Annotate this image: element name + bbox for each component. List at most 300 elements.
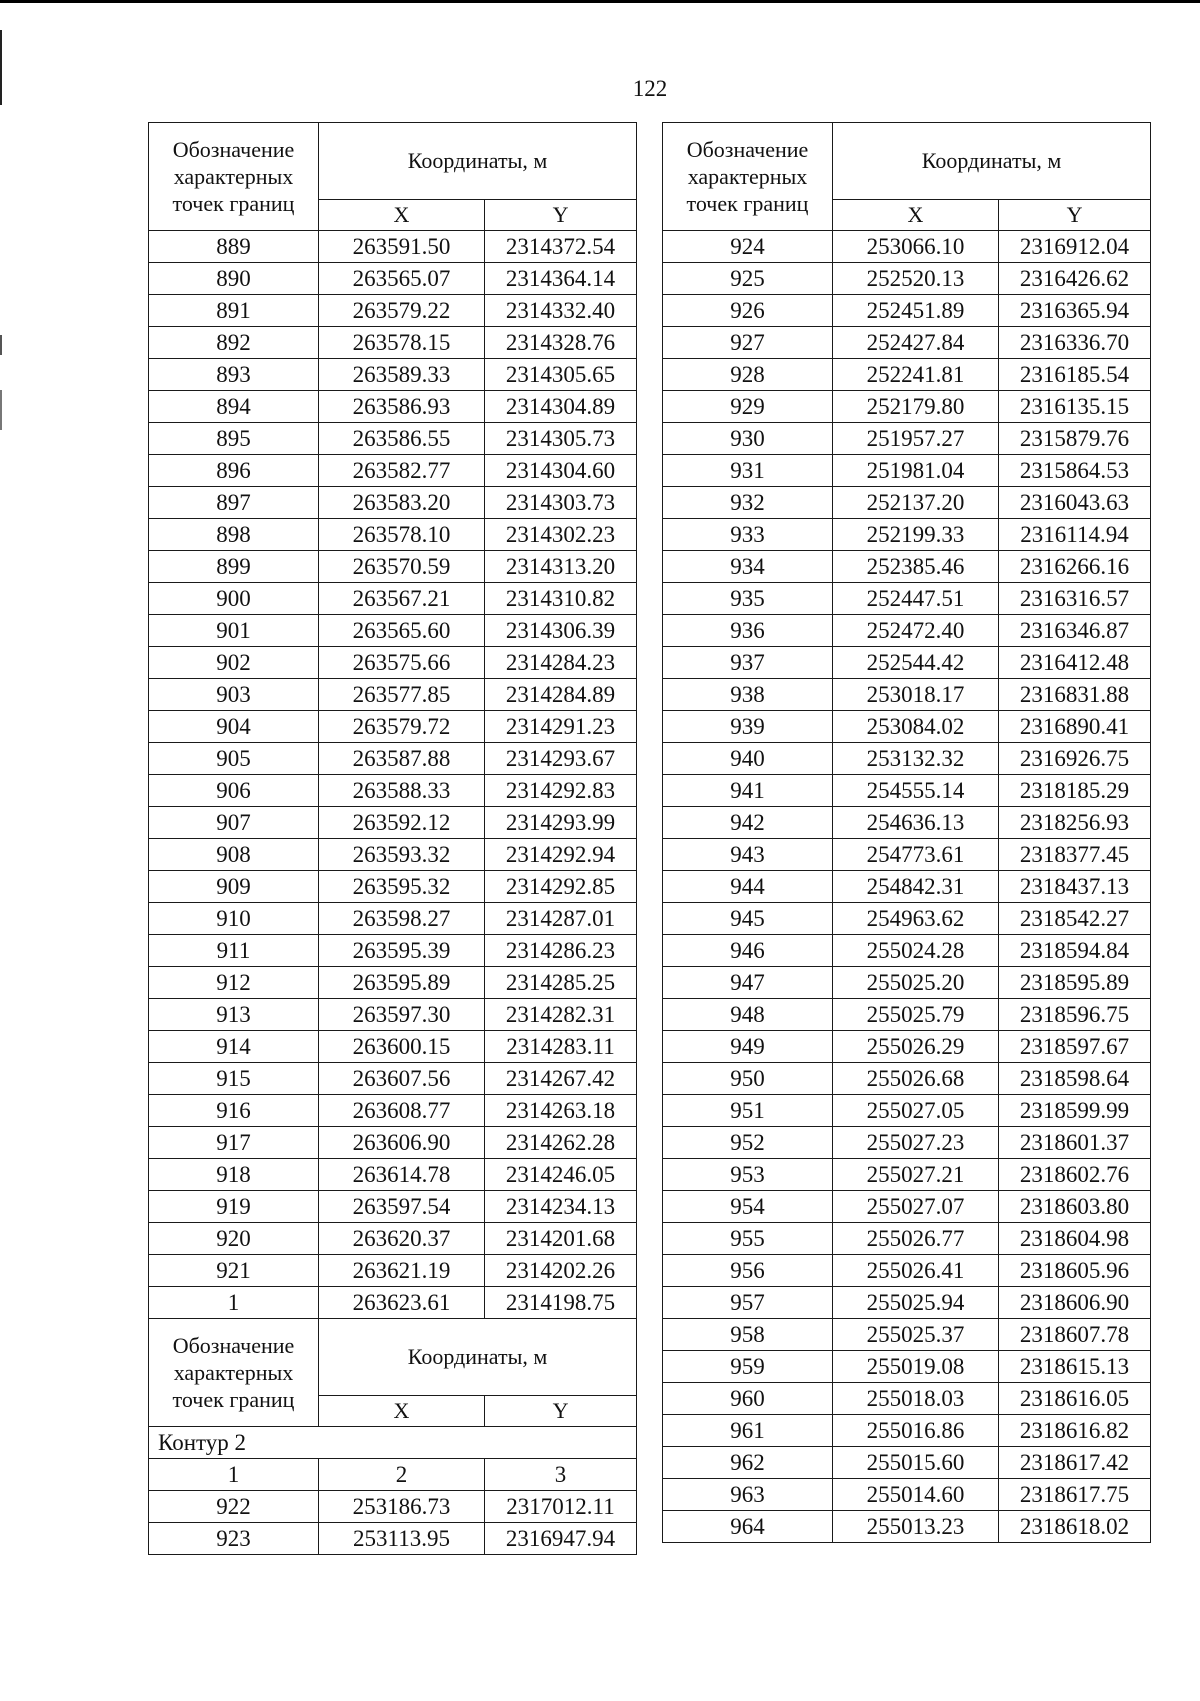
x-coordinate-cell: 254555.14 xyxy=(833,775,999,807)
y-coordinate-cell: 2314198.75 xyxy=(485,1287,637,1319)
point-number-cell: 938 xyxy=(663,679,833,711)
point-number-cell: 922 xyxy=(149,1491,319,1523)
y-coordinate-cell: 2318542.27 xyxy=(999,903,1151,935)
x-coordinate-cell: 255025.79 xyxy=(833,999,999,1031)
point-number-cell: 907 xyxy=(149,807,319,839)
x-coordinate-cell: 255027.23 xyxy=(833,1127,999,1159)
x-coordinate-cell: 263570.59 xyxy=(319,551,485,583)
point-number-cell: 1 xyxy=(149,1287,319,1319)
y-coordinate-cell: 2314305.73 xyxy=(485,423,637,455)
y-coordinate-cell: 2314332.40 xyxy=(485,295,637,327)
point-number-cell: 898 xyxy=(149,519,319,551)
table-row xyxy=(149,903,637,935)
table-row xyxy=(149,1191,637,1223)
point-number-cell: 934 xyxy=(663,551,833,583)
y-coordinate-cell: 2318603.80 xyxy=(999,1191,1151,1223)
table-row xyxy=(149,487,637,519)
point-number-cell: 905 xyxy=(149,743,319,775)
y-coordinate-cell: 2314291.23 xyxy=(485,711,637,743)
table-row xyxy=(149,1095,637,1127)
point-number-cell: 899 xyxy=(149,551,319,583)
point-number-cell: 906 xyxy=(149,775,319,807)
point-number-cell: 897 xyxy=(149,487,319,519)
table-row xyxy=(149,327,637,359)
point-number-cell: 932 xyxy=(663,487,833,519)
table-row xyxy=(149,1223,637,1255)
x-coordinate-cell: 252137.20 xyxy=(833,487,999,519)
point-number-cell: 916 xyxy=(149,1095,319,1127)
point-number-cell: 915 xyxy=(149,1063,319,1095)
table-row xyxy=(149,455,637,487)
y-coordinate-cell: 2318607.78 xyxy=(999,1319,1151,1351)
x-coordinate-cell: 255025.94 xyxy=(833,1287,999,1319)
table-row xyxy=(149,1063,637,1095)
table-row xyxy=(663,391,1151,423)
x-coordinate-cell: 263565.60 xyxy=(319,615,485,647)
table-row xyxy=(663,1415,1151,1447)
point-number-cell: 946 xyxy=(663,935,833,967)
y-coordinate-cell: 2316266.16 xyxy=(999,551,1151,583)
y-coordinate-cell: 2314303.73 xyxy=(485,487,637,519)
table-row xyxy=(149,775,637,807)
x-coordinate-cell: 255025.20 xyxy=(833,967,999,999)
y-coordinate-cell: 2314364.14 xyxy=(485,263,637,295)
y-coordinate-cell: 2314304.89 xyxy=(485,391,637,423)
point-number-cell: 896 xyxy=(149,455,319,487)
x-coordinate-cell: 252179.80 xyxy=(833,391,999,423)
point-number-cell: 891 xyxy=(149,295,319,327)
table-row xyxy=(663,1159,1151,1191)
table-row xyxy=(149,423,637,455)
point-number-cell: 961 xyxy=(663,1415,833,1447)
table-row xyxy=(663,1127,1151,1159)
y-coordinate-cell: 2316316.57 xyxy=(999,583,1151,615)
point-number-cell: 912 xyxy=(149,967,319,999)
point-number-cell: 937 xyxy=(663,647,833,679)
x-coordinate-cell: 263582.77 xyxy=(319,455,485,487)
point-number-cell: 900 xyxy=(149,583,319,615)
table-row xyxy=(149,679,637,711)
table-row xyxy=(663,615,1151,647)
y-coordinate-cell: 2316426.62 xyxy=(999,263,1151,295)
x-coordinate-cell: 263578.10 xyxy=(319,519,485,551)
y-coordinate-cell: 2316412.48 xyxy=(999,647,1151,679)
y-coordinate-cell: 2318615.13 xyxy=(999,1351,1151,1383)
y-coordinate-cell: 2314292.85 xyxy=(485,871,637,903)
x-coordinate-cell: 255019.08 xyxy=(833,1351,999,1383)
point-number-cell: 948 xyxy=(663,999,833,1031)
table-row xyxy=(149,551,637,583)
point-number-cell: 895 xyxy=(149,423,319,455)
column-number-cell: 3 xyxy=(485,1459,637,1491)
y-coordinate-cell: 2318596.75 xyxy=(999,999,1151,1031)
y-coordinate-cell: 2314283.11 xyxy=(485,1031,637,1063)
point-number-cell: 953 xyxy=(663,1159,833,1191)
x-coordinate-cell: 263586.55 xyxy=(319,423,485,455)
header-row xyxy=(663,123,1151,200)
table-row xyxy=(149,231,637,263)
table-row xyxy=(663,807,1151,839)
point-number-cell: 933 xyxy=(663,519,833,551)
point-number-cell: 935 xyxy=(663,583,833,615)
x-coordinate-cell: 263593.32 xyxy=(319,839,485,871)
point-number-cell: 892 xyxy=(149,327,319,359)
y-coordinate-cell: 2315879.76 xyxy=(999,423,1151,455)
table-row xyxy=(663,839,1151,871)
table-row xyxy=(663,775,1151,807)
table-row xyxy=(663,935,1151,967)
y-coordinate-cell: 2318598.64 xyxy=(999,1063,1151,1095)
coordinates-header: Координаты, м xyxy=(833,123,1151,200)
y-coordinate-cell: 2316185.54 xyxy=(999,359,1151,391)
y-coordinate-cell: 2314286.23 xyxy=(485,935,637,967)
x-coordinate-cell: 255027.21 xyxy=(833,1159,999,1191)
table-row xyxy=(149,1523,637,1555)
x-coordinate-cell: 253066.10 xyxy=(833,231,999,263)
table-row xyxy=(149,519,637,551)
x-header: X xyxy=(319,1396,485,1427)
x-coordinate-cell: 263583.20 xyxy=(319,487,485,519)
x-coordinate-cell: 252451.89 xyxy=(833,295,999,327)
table-row xyxy=(149,871,637,903)
x-coordinate-cell: 263588.33 xyxy=(319,775,485,807)
y-coordinate-cell: 2314285.25 xyxy=(485,967,637,999)
point-number-cell: 889 xyxy=(149,231,319,263)
x-coordinate-cell: 255026.41 xyxy=(833,1255,999,1287)
point-number-cell: 944 xyxy=(663,871,833,903)
column-number-cell: 2 xyxy=(319,1459,485,1491)
x-coordinate-cell: 252544.42 xyxy=(833,647,999,679)
table-row xyxy=(663,711,1151,743)
x-coordinate-cell: 263608.77 xyxy=(319,1095,485,1127)
x-coordinate-cell: 255018.03 xyxy=(833,1383,999,1415)
x-coordinate-cell: 263597.54 xyxy=(319,1191,485,1223)
x-coordinate-cell: 263595.39 xyxy=(319,935,485,967)
x-coordinate-cell: 253186.73 xyxy=(319,1491,485,1523)
x-coordinate-cell: 253132.32 xyxy=(833,743,999,775)
x-coordinate-cell: 253113.95 xyxy=(319,1523,485,1555)
point-number-cell: 962 xyxy=(663,1447,833,1479)
x-coordinate-cell: 263579.22 xyxy=(319,295,485,327)
y-coordinate-cell: 2316926.75 xyxy=(999,743,1151,775)
table-row xyxy=(663,647,1151,679)
point-number-cell: 957 xyxy=(663,1287,833,1319)
point-number-cell: 951 xyxy=(663,1095,833,1127)
table-row xyxy=(663,871,1151,903)
x-coordinate-cell: 263567.21 xyxy=(319,583,485,615)
y-coordinate-cell: 2318605.96 xyxy=(999,1255,1151,1287)
y-coordinate-cell: 2314287.01 xyxy=(485,903,637,935)
table-row xyxy=(149,1491,637,1523)
y-coordinate-cell: 2316135.15 xyxy=(999,391,1151,423)
y-coordinate-cell: 2316346.87 xyxy=(999,615,1151,647)
y-coordinate-cell: 2318185.29 xyxy=(999,775,1151,807)
point-number-cell: 910 xyxy=(149,903,319,935)
y-coordinate-cell: 2318616.82 xyxy=(999,1415,1151,1447)
designation-header: Обозначение характерных точек границ xyxy=(149,123,319,231)
table-row xyxy=(149,295,637,327)
y-coordinate-cell: 2314263.18 xyxy=(485,1095,637,1127)
y-coordinate-cell: 2318599.99 xyxy=(999,1095,1151,1127)
table-row xyxy=(663,327,1151,359)
contour-label: Контур 2 xyxy=(149,1427,637,1459)
y-coordinate-cell: 2318377.45 xyxy=(999,839,1151,871)
header-row xyxy=(149,123,637,200)
table-row xyxy=(663,551,1151,583)
point-number-cell: 947 xyxy=(663,967,833,999)
page-number: 122 xyxy=(632,76,668,101)
header-row xyxy=(149,1319,637,1396)
x-coordinate-cell: 263620.37 xyxy=(319,1223,485,1255)
point-number-cell: 921 xyxy=(149,1255,319,1287)
table-row xyxy=(149,583,637,615)
table-row xyxy=(149,391,637,423)
point-number-cell: 923 xyxy=(149,1523,319,1555)
x-coordinate-cell: 252241.81 xyxy=(833,359,999,391)
x-coordinate-cell: 255014.60 xyxy=(833,1479,999,1511)
table-row xyxy=(663,743,1151,775)
y-coordinate-cell: 2314306.39 xyxy=(485,615,637,647)
x-coordinate-cell: 252199.33 xyxy=(833,519,999,551)
column-number-row xyxy=(149,1459,637,1491)
x-coordinate-cell: 263575.66 xyxy=(319,647,485,679)
table-row xyxy=(663,679,1151,711)
point-number-cell: 919 xyxy=(149,1191,319,1223)
y-coordinate-cell: 2314292.94 xyxy=(485,839,637,871)
y-coordinate-cell: 2314234.13 xyxy=(485,1191,637,1223)
x-header: X xyxy=(833,200,999,231)
y-coordinate-cell: 2314293.99 xyxy=(485,807,637,839)
table-row xyxy=(663,1031,1151,1063)
coordinates-table-left xyxy=(148,122,637,1555)
x-coordinate-cell: 254963.62 xyxy=(833,903,999,935)
point-number-cell: 952 xyxy=(663,1127,833,1159)
x-coordinate-cell: 255013.23 xyxy=(833,1511,999,1543)
table-row xyxy=(149,999,637,1031)
table-row xyxy=(149,807,637,839)
point-number-cell: 918 xyxy=(149,1159,319,1191)
x-coordinate-cell: 263623.61 xyxy=(319,1287,485,1319)
point-number-cell: 941 xyxy=(663,775,833,807)
point-number-cell: 928 xyxy=(663,359,833,391)
table-row xyxy=(149,839,637,871)
point-number-cell: 926 xyxy=(663,295,833,327)
point-number-cell: 945 xyxy=(663,903,833,935)
y-coordinate-cell: 2318594.84 xyxy=(999,935,1151,967)
point-number-cell: 939 xyxy=(663,711,833,743)
point-number-cell: 949 xyxy=(663,1031,833,1063)
y-coordinate-cell: 2317012.11 xyxy=(485,1491,637,1523)
y-coordinate-cell: 2316043.63 xyxy=(999,487,1151,519)
point-number-cell: 960 xyxy=(663,1383,833,1415)
table-row xyxy=(663,1223,1151,1255)
point-number-cell: 959 xyxy=(663,1351,833,1383)
point-number-cell: 950 xyxy=(663,1063,833,1095)
x-coordinate-cell: 255027.05 xyxy=(833,1095,999,1127)
point-number-cell: 920 xyxy=(149,1223,319,1255)
y-coordinate-cell: 2318618.02 xyxy=(999,1511,1151,1543)
y-header: Y xyxy=(999,200,1151,231)
coordinates-header: Координаты, м xyxy=(319,123,637,200)
table-row xyxy=(663,1063,1151,1095)
point-number-cell: 925 xyxy=(663,263,833,295)
x-coordinate-cell: 252385.46 xyxy=(833,551,999,583)
x-coordinate-cell: 263595.32 xyxy=(319,871,485,903)
table-row xyxy=(663,1447,1151,1479)
y-coordinate-cell: 2314284.23 xyxy=(485,647,637,679)
y-coordinate-cell: 2314328.76 xyxy=(485,327,637,359)
y-coordinate-cell: 2316890.41 xyxy=(999,711,1151,743)
table-row xyxy=(663,903,1151,935)
y-coordinate-cell: 2316114.94 xyxy=(999,519,1151,551)
y-coordinate-cell: 2318437.13 xyxy=(999,871,1151,903)
x-coordinate-cell: 252427.84 xyxy=(833,327,999,359)
y-coordinate-cell: 2318595.89 xyxy=(999,967,1151,999)
y-coordinate-cell: 2315864.53 xyxy=(999,455,1151,487)
x-coordinate-cell: 253018.17 xyxy=(833,679,999,711)
x-header: X xyxy=(319,200,485,231)
point-number-cell: 955 xyxy=(663,1223,833,1255)
y-coordinate-cell: 2314262.28 xyxy=(485,1127,637,1159)
x-coordinate-cell: 263600.15 xyxy=(319,1031,485,1063)
y-coordinate-cell: 2314282.31 xyxy=(485,999,637,1031)
table-row xyxy=(149,1159,637,1191)
x-coordinate-cell: 263614.78 xyxy=(319,1159,485,1191)
y-coordinate-cell: 2314292.83 xyxy=(485,775,637,807)
y-coordinate-cell: 2316912.04 xyxy=(999,231,1151,263)
y-coordinate-cell: 2314293.67 xyxy=(485,743,637,775)
x-coordinate-cell: 263578.15 xyxy=(319,327,485,359)
y-coordinate-cell: 2314305.65 xyxy=(485,359,637,391)
y-coordinate-cell: 2318616.05 xyxy=(999,1383,1151,1415)
x-coordinate-cell: 263607.56 xyxy=(319,1063,485,1095)
x-coordinate-cell: 252520.13 xyxy=(833,263,999,295)
x-coordinate-cell: 252447.51 xyxy=(833,583,999,615)
y-coordinate-cell: 2318601.37 xyxy=(999,1127,1151,1159)
point-number-cell: 963 xyxy=(663,1479,833,1511)
point-number-cell: 890 xyxy=(149,263,319,295)
point-number-cell: 909 xyxy=(149,871,319,903)
table-row xyxy=(663,1511,1151,1543)
y-coordinate-cell: 2314267.42 xyxy=(485,1063,637,1095)
y-header: Y xyxy=(485,200,637,231)
point-number-cell: 903 xyxy=(149,679,319,711)
x-coordinate-cell: 254842.31 xyxy=(833,871,999,903)
x-coordinate-cell: 254636.13 xyxy=(833,807,999,839)
y-coordinate-cell: 2314202.26 xyxy=(485,1255,637,1287)
point-number-cell: 954 xyxy=(663,1191,833,1223)
scan-border-left xyxy=(0,390,2,430)
table-row xyxy=(149,263,637,295)
table-row xyxy=(663,295,1151,327)
table-row xyxy=(663,263,1151,295)
x-coordinate-cell: 255026.29 xyxy=(833,1031,999,1063)
table-row xyxy=(663,1383,1151,1415)
point-number-cell: 894 xyxy=(149,391,319,423)
table-row xyxy=(663,999,1151,1031)
x-coordinate-cell: 263577.85 xyxy=(319,679,485,711)
point-number-cell: 924 xyxy=(663,231,833,263)
table-row xyxy=(663,1095,1151,1127)
y-coordinate-cell: 2314302.23 xyxy=(485,519,637,551)
table-row xyxy=(663,967,1151,999)
y-coordinate-cell: 2318597.67 xyxy=(999,1031,1151,1063)
contour-row xyxy=(149,1427,637,1459)
table-row xyxy=(149,1255,637,1287)
point-number-cell: 964 xyxy=(663,1511,833,1543)
x-coordinate-cell: 263589.33 xyxy=(319,359,485,391)
y-coordinate-cell: 2318602.76 xyxy=(999,1159,1151,1191)
point-number-cell: 927 xyxy=(663,327,833,359)
designation-header: Обозначение характерных точек границ xyxy=(149,1319,319,1427)
y-coordinate-cell: 2316336.70 xyxy=(999,327,1151,359)
table-row xyxy=(149,1031,637,1063)
y-coordinate-cell: 2314246.05 xyxy=(485,1159,637,1191)
x-coordinate-cell: 263592.12 xyxy=(319,807,485,839)
x-coordinate-cell: 255016.86 xyxy=(833,1415,999,1447)
table-row xyxy=(149,615,637,647)
y-coordinate-cell: 2318617.42 xyxy=(999,1447,1151,1479)
x-coordinate-cell: 263597.30 xyxy=(319,999,485,1031)
x-coordinate-cell: 255025.37 xyxy=(833,1319,999,1351)
x-coordinate-cell: 253084.02 xyxy=(833,711,999,743)
x-coordinate-cell: 255026.68 xyxy=(833,1063,999,1095)
x-coordinate-cell: 263606.90 xyxy=(319,1127,485,1159)
table-row xyxy=(149,647,637,679)
table-row xyxy=(149,935,637,967)
y-coordinate-cell: 2314201.68 xyxy=(485,1223,637,1255)
table-row xyxy=(663,1191,1151,1223)
point-number-cell: 942 xyxy=(663,807,833,839)
point-number-cell: 893 xyxy=(149,359,319,391)
point-number-cell: 958 xyxy=(663,1319,833,1351)
table-row xyxy=(149,967,637,999)
table-row xyxy=(149,359,637,391)
x-coordinate-cell: 255024.28 xyxy=(833,935,999,967)
table-row xyxy=(149,1127,637,1159)
point-number-cell: 930 xyxy=(663,423,833,455)
point-number-cell: 908 xyxy=(149,839,319,871)
point-number-cell: 914 xyxy=(149,1031,319,1063)
x-coordinate-cell: 263598.27 xyxy=(319,903,485,935)
table-row xyxy=(663,487,1151,519)
table-row xyxy=(663,455,1151,487)
designation-header: Обозначение характерных точек границ xyxy=(663,123,833,231)
scan-border-left xyxy=(0,335,2,355)
x-coordinate-cell: 263587.88 xyxy=(319,743,485,775)
y-header: Y xyxy=(485,1396,637,1427)
x-coordinate-cell: 263579.72 xyxy=(319,711,485,743)
y-coordinate-cell: 2314310.82 xyxy=(485,583,637,615)
y-coordinate-cell: 2318256.93 xyxy=(999,807,1151,839)
point-number-cell: 901 xyxy=(149,615,319,647)
table-row xyxy=(663,1479,1151,1511)
point-number-cell: 911 xyxy=(149,935,319,967)
x-coordinate-cell: 263586.93 xyxy=(319,391,485,423)
x-coordinate-cell: 263565.07 xyxy=(319,263,485,295)
y-coordinate-cell: 2314284.89 xyxy=(485,679,637,711)
x-coordinate-cell: 263595.89 xyxy=(319,967,485,999)
y-coordinate-cell: 2314372.54 xyxy=(485,231,637,263)
table-row xyxy=(663,1319,1151,1351)
table-row xyxy=(663,359,1151,391)
x-coordinate-cell: 251957.27 xyxy=(833,423,999,455)
x-coordinate-cell: 255026.77 xyxy=(833,1223,999,1255)
table-row xyxy=(663,1255,1151,1287)
point-number-cell: 931 xyxy=(663,455,833,487)
coordinates-header: Координаты, м xyxy=(319,1319,637,1396)
point-number-cell: 902 xyxy=(149,647,319,679)
